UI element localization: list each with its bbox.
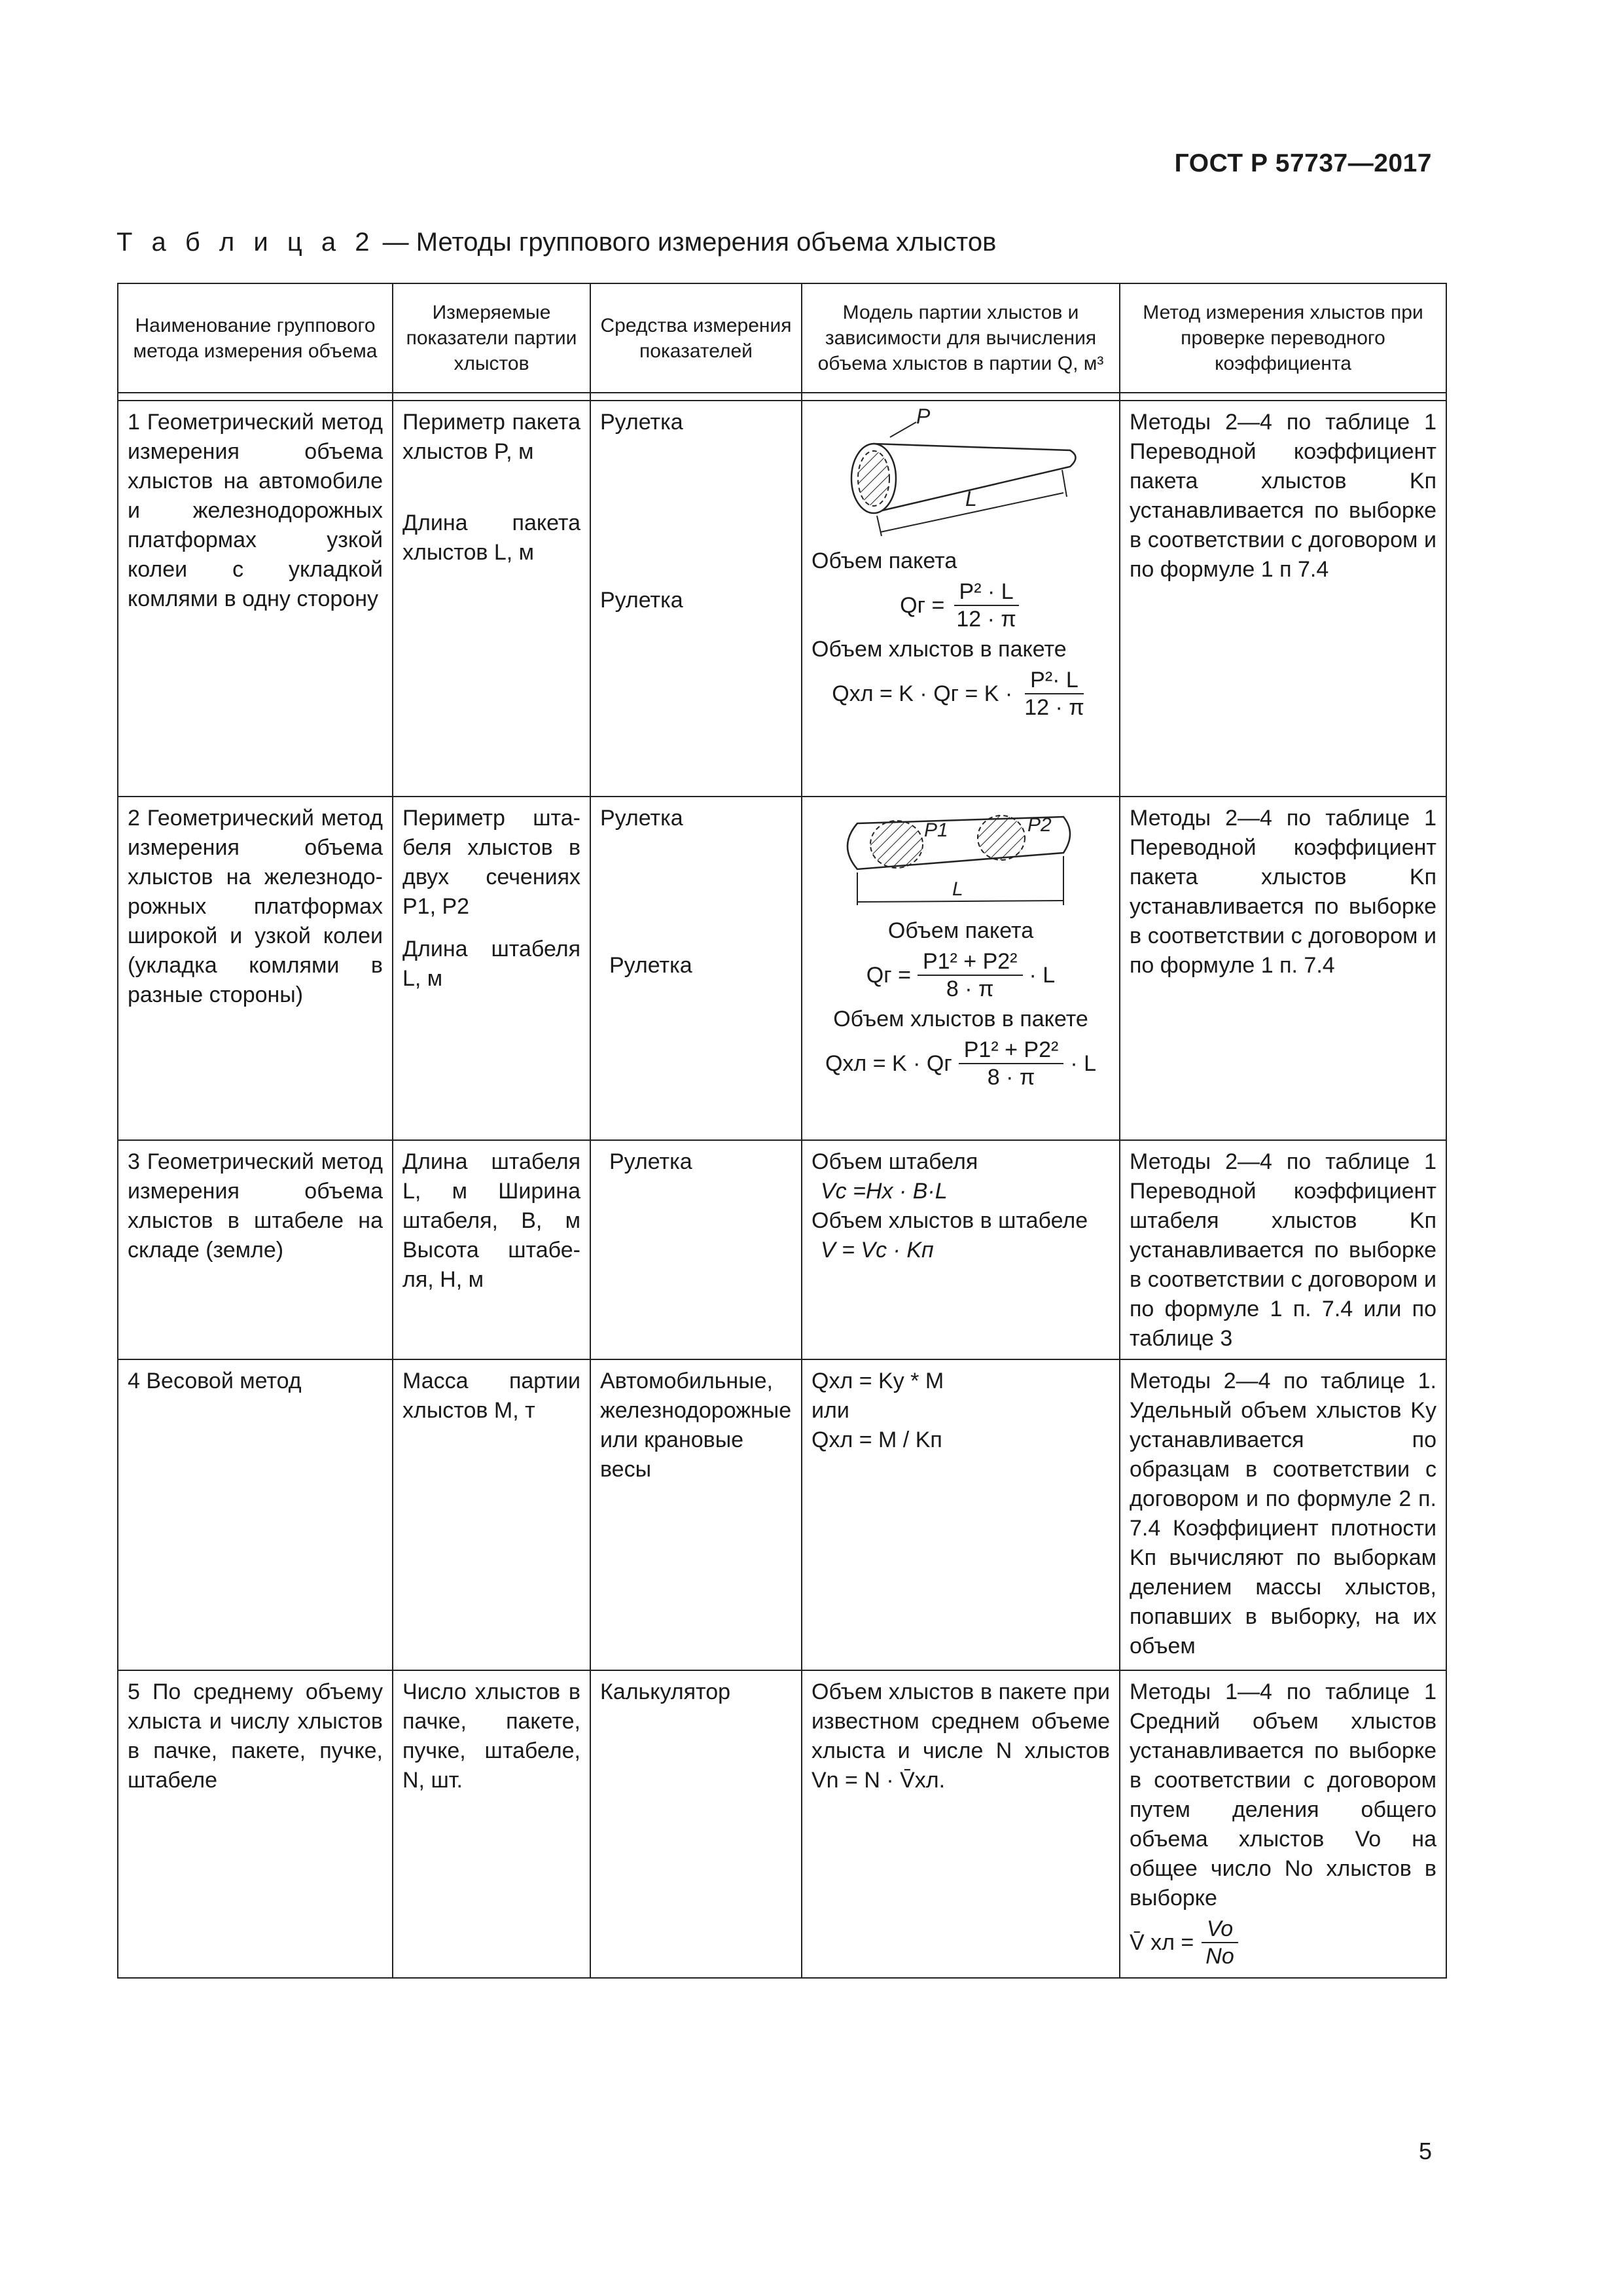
methods-table (117, 283, 1447, 1979)
model-formula: V = Vc · Kп (821, 1238, 934, 1263)
check-method-text: Методы 1—4 по таблице 1 Средний объем хлыстов устанавливается по выборке в соответствии с договором путем деления общего объема хлыстов Vo на общее число No хлыстов в выборке (1130, 1679, 1436, 1910)
formula-fraction (1200, 1916, 1239, 1969)
log-stack-figure (812, 804, 1099, 908)
figure-label-p: P (916, 408, 931, 428)
figure-label-l: L (952, 878, 963, 900)
formula-bundle-volume (812, 579, 1110, 632)
indicator-perimeter: Периметр штабеля хлыстов в двух сечениях P1, P2 (402, 806, 580, 919)
volume-label: Объем пакета (812, 548, 957, 573)
volume-label: Объем хлыстов в пакете (833, 1007, 1088, 1031)
formula-lhs: Qхл = K · Qг (825, 1050, 952, 1076)
formula-lhs: V̄ хл = (1130, 1929, 1194, 1955)
volume-label: Объем хлыстов в пакете (812, 637, 1067, 662)
check-method-cell: Методы 2—4 по таблице 1. Удельный объем хлыстов Kу устанавливается по образцам в соответствии с договором и по формуле 2 п. 7.4 Коэффициент плотности Kп вычисляют по выборкам делением массы хлыстов, попавших в выборку, на их объем (1120, 1359, 1446, 1670)
tool-tape: Рулетка (609, 1149, 692, 1174)
check-method-cell: Методы 2—4 по таблице 1 Переводной коэффициент пакета хлыстов Kп устанавливается по выборке в соответствии с договором и по формуле 1 п. 7.4 (1120, 797, 1446, 1140)
log-bundle-figure (812, 408, 1099, 539)
formula-denominator: 8 · π (946, 977, 994, 1001)
formula-fraction (951, 579, 1022, 632)
formula-lhs: Qг = (866, 962, 911, 988)
model-cell: Объем хлыстов в пакете при известном среднем объеме хлыста и числе N хлыстов Vn = N · V̄хл. (802, 1670, 1120, 1978)
method-name-cell: 1 Геометрический метод измерения объема хлыстов на автомобиле и железнодорожных платформах узкой колеи с укладкой комлями в одну сторону (118, 401, 393, 797)
table-caption (116, 228, 996, 257)
tools-cell (590, 401, 802, 797)
volume-label: Объем пакета (887, 918, 1034, 943)
method-name-cell: 2 Геометрический метод измерения объема хлыстов на железнодорожных платформах широкой и узкой колеи (укладка комлями в разные стороны) (118, 797, 393, 1140)
page-number: 5 (1418, 2138, 1432, 2164)
formula-rhs: · L (1029, 962, 1056, 988)
col-header-model: Модель партии хлыстов и зависимости для вычисления объема хлыстов в партии Q, м³ (802, 283, 1120, 393)
figure-label-p1: P1 (924, 819, 948, 841)
method-name-cell: 5 По среднему объему хлыста и числу хлыстов в пачке, пакете, пучке, штабеле (118, 1670, 393, 1978)
indicators-cell (393, 401, 590, 797)
formula-rhs: · L (1070, 1050, 1097, 1076)
tools-cell (590, 1140, 802, 1359)
indicator-length: Длина штабеля L, м (402, 937, 580, 991)
col-header-check-method: Метод измерения хлыстов при проверке переводного коэффициента (1120, 283, 1446, 393)
table-header-row (118, 283, 1446, 393)
model-cell (802, 401, 1120, 797)
formula-fraction (1019, 667, 1090, 721)
formula-numerator: P1² + P2² (959, 1037, 1064, 1064)
model-formula: Vc =Hx · B·L (821, 1179, 948, 1204)
table-row (118, 1670, 1446, 1978)
formula-numerator: Vo (1202, 1916, 1238, 1943)
method-name-cell: 3 Геометрический метод измерения объема хлыстов в штабеле на складе (земле) (118, 1140, 393, 1359)
formula-denominator: 12 · π (1024, 695, 1084, 720)
table-row (118, 797, 1446, 1140)
col-header-tools: Средства измерения показателей (590, 283, 802, 393)
formula-numerator: P1² + P2² (918, 948, 1023, 976)
check-method-cell (1120, 1670, 1446, 1978)
formula-logs-volume (812, 1037, 1110, 1090)
table-row (118, 1359, 1446, 1670)
indicators-cell: Длина штабеля L, м Ширина штабеля, B, м Высота штабеля, H, м (393, 1140, 590, 1359)
table-row (118, 1140, 1446, 1359)
tools-cell: Калькулятор (590, 1670, 802, 1978)
formula-lhs: Qхл = K · Qг = K · (832, 681, 1013, 706)
formula-logs-volume (812, 667, 1110, 721)
check-method-cell: Методы 2—4 по таблице 1 Переводной коэффициент пакета хлыстов Kп устанавливается по выборке в соответствии с договором и по формуле 1 п 7.4 (1120, 401, 1446, 797)
tool-tape: Рулетка (609, 953, 692, 978)
indicators-cell (393, 797, 590, 1140)
col-header-indicators: Измеряемые показатели партии хлыстов (393, 283, 590, 393)
model-line: Объем хлыстов в штабеле (812, 1208, 1088, 1233)
formula-fraction (918, 948, 1023, 1002)
model-cell (802, 797, 1120, 1140)
caption-label: Т а б л и ц а 2 (116, 228, 376, 257)
formula-denominator: 8 · π (987, 1065, 1035, 1090)
method-name-cell: 4 Весовой метод (118, 1359, 393, 1670)
indicators-cell: Масса партии хлыстов M, т (393, 1359, 590, 1670)
tool-tape: Рулетка (600, 410, 683, 435)
tools-cell: Автомобильные, железнодорожные или крановые весы (590, 1359, 802, 1670)
formula-denominator: 12 · π (956, 607, 1016, 632)
formula-denominator: No (1205, 1944, 1234, 1969)
caption-title: — Методы группового измерения объема хлыстов (375, 228, 997, 257)
model-line: или (812, 1398, 849, 1423)
indicator-length: Длина пакета хлыстов L, м (402, 511, 580, 565)
indicator-perimeter: Периметр пакета хлыстов P, м (402, 410, 580, 464)
formula-numerator: P² · L (954, 579, 1019, 606)
header-separator (118, 393, 1446, 401)
formula-lhs: Qг = (900, 592, 945, 618)
formula-fraction (959, 1037, 1064, 1090)
tools-cell (590, 797, 802, 1140)
check-method-cell: Методы 2—4 по таблице 1 Переводной коэффициент штабеля хлыстов Kп устанавливается по выборке в соответствии с договором и по формуле 1 п. 7.4 или по таблице 3 (1120, 1140, 1446, 1359)
model-line: Объем штабеля (812, 1149, 978, 1174)
tool-tape: Рулетка (600, 806, 683, 831)
table-row (118, 401, 1446, 797)
model-formula: Qхл = Kу * M (812, 1369, 944, 1393)
model-formula: Qхл = M / Kп (812, 1427, 942, 1452)
model-cell (802, 1359, 1120, 1670)
formula-bundle-volume (812, 948, 1110, 1002)
indicators-cell: Число хлыстов в пачке, пакете, пучке, штабеле, N, шт. (393, 1670, 590, 1978)
tool-tape: Рулетка (600, 588, 683, 613)
model-cell (802, 1140, 1120, 1359)
figure-label-p2: P2 (1027, 814, 1052, 836)
figure-label-l: L (965, 487, 977, 511)
col-header-method-name: Наименование группового метода измерения объема (118, 283, 393, 393)
document-code: ГОСТ Р 57737—2017 (1174, 149, 1432, 177)
formula-average-volume (1130, 1916, 1436, 1969)
formula-numerator: P²· L (1025, 667, 1084, 694)
